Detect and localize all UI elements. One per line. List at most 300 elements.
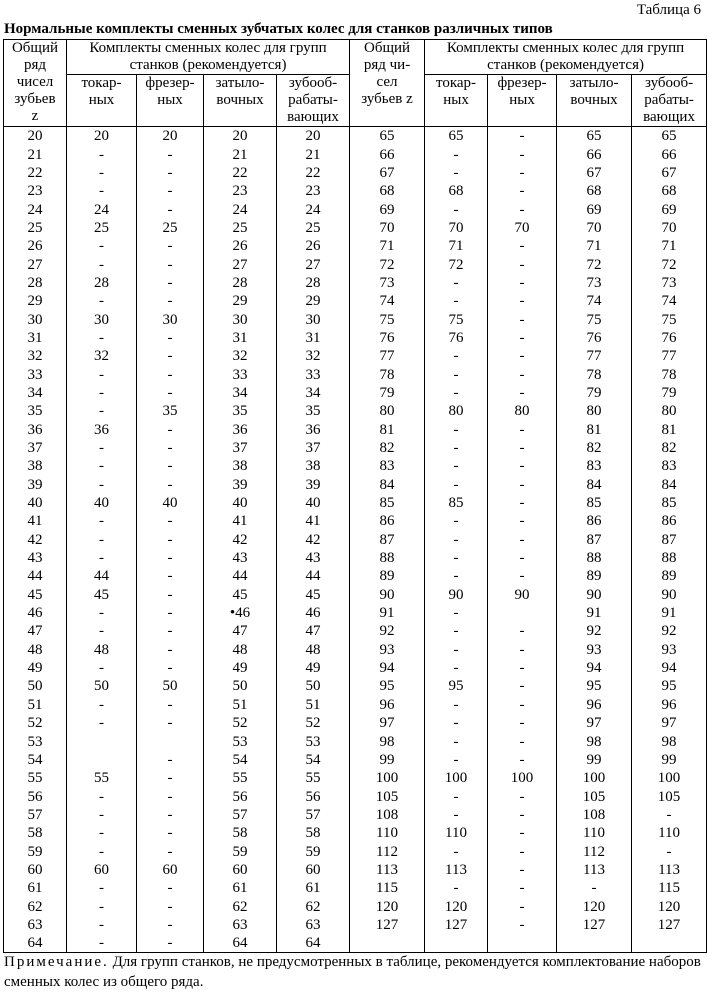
table-row (4, 127, 707, 146)
table-cell: - (137, 531, 204, 549)
table-cell: 70 (425, 219, 488, 237)
table-cell: 113 (350, 861, 425, 879)
table-cell: 90 (425, 586, 488, 604)
table-cell (557, 934, 632, 953)
table-cell: 48 (4, 641, 67, 659)
table-row (4, 494, 707, 512)
table-cell: 43 (204, 549, 277, 567)
table-row (4, 879, 707, 897)
table-cell: 83 (350, 457, 425, 475)
table-cell: 87 (557, 531, 632, 549)
table-cell: 30 (277, 310, 350, 328)
table-cell: - (425, 365, 488, 383)
table-cell: - (137, 476, 204, 494)
table-cell: 64 (277, 934, 350, 953)
table-cell: 74 (632, 292, 707, 310)
table-cell: - (425, 439, 488, 457)
table-cell: - (425, 567, 488, 585)
table-cell: - (488, 916, 557, 934)
table-row (4, 145, 707, 163)
table-cell: 68 (425, 182, 488, 200)
table-cell: 88 (350, 549, 425, 567)
table-cell: - (488, 824, 557, 842)
table-cell: 65 (350, 127, 425, 146)
table-cell: 52 (4, 714, 67, 732)
table-cell: 120 (425, 897, 488, 915)
table-cell: 68 (557, 182, 632, 200)
table-cell: 34 (204, 384, 277, 402)
table-cell: - (67, 934, 137, 953)
table-cell: - (67, 622, 137, 640)
table-cell (488, 934, 557, 953)
table-cell: 78 (557, 365, 632, 383)
table-cell: 94 (350, 659, 425, 677)
table-cell: - (137, 200, 204, 218)
table-cell: 87 (632, 531, 707, 549)
table-cell: - (67, 329, 137, 347)
table-cell: 44 (204, 567, 277, 585)
table-cell: 37 (4, 439, 67, 457)
table-cell: - (137, 714, 204, 732)
table-cell: - (67, 659, 137, 677)
table-cell: - (488, 806, 557, 824)
table-row (4, 934, 707, 953)
table-cell: 86 (632, 512, 707, 530)
table-cell: 85 (557, 494, 632, 512)
table-cell: 99 (632, 751, 707, 769)
table-cell: 81 (557, 421, 632, 439)
table-cell: 89 (632, 567, 707, 585)
table-cell: - (67, 549, 137, 567)
table-cell: - (425, 512, 488, 530)
table-cell: 63 (204, 916, 277, 934)
table-cell: 56 (277, 787, 350, 805)
table-cell: 105 (350, 787, 425, 805)
table-cell: 45 (67, 586, 137, 604)
table-cell: - (425, 806, 488, 824)
note-text: Для групп станков, не предусмотренных в таблице, рекомендуется комплектование наборов сменных колес из общего ряда. (4, 954, 701, 990)
table-cell: - (488, 787, 557, 805)
table-cell: 66 (557, 145, 632, 163)
table-cell: - (488, 879, 557, 897)
table-row (4, 347, 707, 365)
header-relieving: затыло- вочных (204, 75, 277, 127)
table-cell: 110 (557, 824, 632, 842)
table-cell: 56 (4, 787, 67, 805)
table-row (4, 476, 707, 494)
table-cell: - (137, 274, 204, 292)
table-cell: - (67, 531, 137, 549)
table-cell: 79 (350, 384, 425, 402)
table-cell: - (632, 842, 707, 860)
table-cell: 33 (204, 365, 277, 383)
table-cell: 120 (632, 897, 707, 915)
table-cell: - (137, 182, 204, 200)
table-cell: - (137, 567, 204, 585)
table-cell: 35 (204, 402, 277, 420)
table-cell: 25 (67, 219, 137, 237)
table-cell: 36 (4, 421, 67, 439)
table-cell: - (425, 531, 488, 549)
table-cell: 35 (4, 402, 67, 420)
table-row (4, 769, 707, 787)
table-cell: - (488, 164, 557, 182)
table-cell: 76 (350, 329, 425, 347)
table-caption: Нормальные комплекты сменных зубчатых колес для станков различных типов (4, 21, 553, 37)
table-cell: 110 (350, 824, 425, 842)
table-cell: - (425, 751, 488, 769)
table-cell: 60 (67, 861, 137, 879)
table-cell: 127 (632, 916, 707, 934)
table-cell: 20 (277, 127, 350, 146)
table-cell: 72 (425, 255, 488, 273)
table-note (4, 952, 704, 992)
table-cell: - (137, 512, 204, 530)
table-cell: - (137, 292, 204, 310)
table-cell: 27 (277, 255, 350, 273)
table-cell: - (67, 255, 137, 273)
table-cell: 68 (350, 182, 425, 200)
table-cell: 108 (350, 806, 425, 824)
table-cell: - (488, 842, 557, 860)
table-cell: - (488, 365, 557, 383)
table-cell: - (488, 696, 557, 714)
table-cell: - (488, 897, 557, 915)
table-cell: 53 (204, 732, 277, 750)
table-cell: - (137, 696, 204, 714)
table-cell: 67 (632, 164, 707, 182)
table-cell: 26 (204, 237, 277, 255)
table-cell: 110 (425, 824, 488, 842)
table-cell: 39 (4, 476, 67, 494)
table-cell: 54 (277, 751, 350, 769)
table-cell: 80 (488, 402, 557, 420)
table-cell: 26 (4, 237, 67, 255)
table-cell: 42 (204, 531, 277, 549)
table-cell: 46 (4, 604, 67, 622)
table-cell: 71 (557, 237, 632, 255)
table-cell: 69 (350, 200, 425, 218)
table-cell: 96 (632, 696, 707, 714)
table-cell: - (137, 787, 204, 805)
table-cell: - (137, 421, 204, 439)
table-cell: - (137, 604, 204, 622)
table-cell: 72 (350, 255, 425, 273)
table-cell: 20 (137, 127, 204, 146)
table-cell: - (137, 145, 204, 163)
table-cell: 47 (277, 622, 350, 640)
table-row (4, 365, 707, 383)
table-cell: 80 (557, 402, 632, 420)
table-cell: 71 (425, 237, 488, 255)
table-cell: - (137, 879, 204, 897)
table-cell: 44 (67, 567, 137, 585)
table-cell: 23 (4, 182, 67, 200)
table-cell: - (425, 604, 488, 622)
table-cell: 20 (204, 127, 277, 146)
table-row (4, 696, 707, 714)
header-gear-cutting: зубооб- рабаты- вающих (277, 75, 350, 127)
table-number: Таблица 6 (636, 2, 701, 18)
table-cell: 76 (425, 329, 488, 347)
table-cell: - (67, 897, 137, 915)
table-cell: 68 (632, 182, 707, 200)
header-common-row: Общий ряд чисел зубьев z (4, 40, 67, 127)
table-cell: 85 (350, 494, 425, 512)
table-cell: - (67, 384, 137, 402)
table-cell: 38 (204, 457, 277, 475)
table-cell: - (137, 934, 204, 953)
table-cell: 80 (632, 402, 707, 420)
header-gear-cutting-right: зубооб- рабаты- вающих (632, 75, 707, 127)
table-cell: - (425, 421, 488, 439)
table-cell: - (425, 659, 488, 677)
table-row (4, 164, 707, 182)
table-cell: - (67, 696, 137, 714)
table-cell: •46 (204, 604, 277, 622)
table-cell: 54 (204, 751, 277, 769)
table-cell: 40 (137, 494, 204, 512)
table-cell: 71 (350, 237, 425, 255)
table-row (4, 219, 707, 237)
table-cell: - (425, 714, 488, 732)
table-cell: 55 (204, 769, 277, 787)
table-cell: - (488, 310, 557, 328)
table-cell: - (67, 457, 137, 475)
table-cell: - (425, 732, 488, 750)
table-cell: - (488, 476, 557, 494)
table-cell: 39 (277, 476, 350, 494)
table-cell: - (488, 494, 557, 512)
table-cell: - (488, 659, 557, 677)
table-cell: 127 (350, 916, 425, 934)
table-row (4, 421, 707, 439)
table-cell: 69 (632, 200, 707, 218)
table-cell: 50 (67, 677, 137, 695)
table-cell: 49 (277, 659, 350, 677)
table-cell: 47 (4, 622, 67, 640)
table-cell: - (488, 292, 557, 310)
table-cell: - (137, 842, 204, 860)
table-cell: - (425, 457, 488, 475)
table-cell: 25 (204, 219, 277, 237)
header-turning-right: токар- ных (425, 75, 488, 127)
table-cell: 77 (632, 347, 707, 365)
table-cell (350, 934, 425, 953)
table-cell: 44 (4, 567, 67, 585)
table-cell: 95 (425, 677, 488, 695)
table-cell: 93 (632, 641, 707, 659)
table-cell: - (67, 806, 137, 824)
table-cell: - (425, 641, 488, 659)
table-row (4, 329, 707, 347)
table-cell: - (137, 586, 204, 604)
table-cell: 115 (632, 879, 707, 897)
table-cell: - (67, 402, 137, 420)
table-row (4, 274, 707, 292)
table-cell: - (425, 549, 488, 567)
table-cell: 20 (67, 127, 137, 146)
table-cell: - (67, 714, 137, 732)
table-cell: 108 (557, 806, 632, 824)
table-cell: 34 (4, 384, 67, 402)
table-cell: 82 (632, 439, 707, 457)
table-cell: - (67, 145, 137, 163)
table-cell: 76 (632, 329, 707, 347)
table-cell: - (67, 237, 137, 255)
table-row (4, 751, 707, 769)
table-cell: 70 (488, 219, 557, 237)
table-cell: - (137, 347, 204, 365)
table-cell: 34 (277, 384, 350, 402)
table-cell: - (67, 476, 137, 494)
table-cell: 69 (557, 200, 632, 218)
table-cell (632, 934, 707, 953)
table-cell: - (137, 897, 204, 915)
table-row (4, 714, 707, 732)
table-cell: 33 (277, 365, 350, 383)
table-cell: 31 (277, 329, 350, 347)
table-cell: 113 (557, 861, 632, 879)
table-cell: 75 (557, 310, 632, 328)
table-row (4, 622, 707, 640)
table-row (4, 182, 707, 200)
table-cell: 43 (277, 549, 350, 567)
table-cell: 98 (632, 732, 707, 750)
table-cell: - (137, 255, 204, 273)
table-cell: 65 (632, 127, 707, 146)
header-milling: фрезер- ных (137, 75, 204, 127)
table-cell: 39 (204, 476, 277, 494)
table-cell: 54 (4, 751, 67, 769)
table-cell: - (488, 421, 557, 439)
table-cell: 62 (204, 897, 277, 915)
table-cell: 90 (488, 586, 557, 604)
table-cell: 97 (557, 714, 632, 732)
table-cell: - (488, 751, 557, 769)
table-row (4, 842, 707, 860)
table-row (4, 604, 707, 622)
table-cell: 77 (557, 347, 632, 365)
table-cell: 36 (204, 421, 277, 439)
table-row (4, 897, 707, 915)
table-cell: - (488, 531, 557, 549)
table-cell: - (137, 806, 204, 824)
table-cell: - (137, 916, 204, 934)
table-cell: 48 (67, 641, 137, 659)
table-cell: 58 (4, 824, 67, 842)
table-cell: 72 (632, 255, 707, 273)
table-cell: - (488, 274, 557, 292)
table-cell: 58 (277, 824, 350, 842)
table-cell: 59 (4, 842, 67, 860)
table-cell: - (488, 512, 557, 530)
table-cell: - (557, 879, 632, 897)
table-cell: 33 (4, 365, 67, 383)
table-cell: - (67, 164, 137, 182)
table-cell: 70 (632, 219, 707, 237)
table-cell: 87 (350, 531, 425, 549)
table-cell: 36 (67, 421, 137, 439)
table-cell: 63 (277, 916, 350, 934)
table-row (4, 512, 707, 530)
table-cell: 95 (632, 677, 707, 695)
table-cell: 26 (277, 237, 350, 255)
table-cell: 105 (557, 787, 632, 805)
table-cell: 95 (350, 677, 425, 695)
table-cell: 75 (425, 310, 488, 328)
table-row (4, 549, 707, 567)
table-cell: 53 (4, 732, 67, 750)
table-cell: 23 (204, 182, 277, 200)
table-cell: 100 (557, 769, 632, 787)
table-row (4, 659, 707, 677)
table-row (4, 586, 707, 604)
table-cell: - (137, 457, 204, 475)
table-row (4, 255, 707, 273)
table-row (4, 439, 707, 457)
table-cell: 22 (277, 164, 350, 182)
table-cell: 41 (277, 512, 350, 530)
table-cell: - (137, 439, 204, 457)
table-cell: 52 (204, 714, 277, 732)
table-cell: 127 (425, 916, 488, 934)
table-cell: 76 (557, 329, 632, 347)
table-cell: 92 (350, 622, 425, 640)
table-cell: 38 (4, 457, 67, 475)
table-row (4, 916, 707, 934)
table-cell: 40 (67, 494, 137, 512)
table-cell: 28 (204, 274, 277, 292)
table-cell: 35 (277, 402, 350, 420)
table-row (4, 402, 707, 420)
table-cell: 97 (350, 714, 425, 732)
table-cell: 57 (204, 806, 277, 824)
table-cell: 44 (277, 567, 350, 585)
table-cell: 51 (204, 696, 277, 714)
table-row (4, 861, 707, 879)
table-cell: - (425, 347, 488, 365)
table-cell: - (488, 127, 557, 146)
table-cell: 120 (557, 897, 632, 915)
table-cell: 37 (277, 439, 350, 457)
table-cell: 55 (277, 769, 350, 787)
table-cell: 74 (557, 292, 632, 310)
table-cell: 25 (137, 219, 204, 237)
table-cell: - (67, 604, 137, 622)
gear-sets-table (3, 39, 707, 953)
table-cell: - (67, 439, 137, 457)
table-cell: 60 (137, 861, 204, 879)
table-cell: 57 (277, 806, 350, 824)
table-cell: 30 (4, 310, 67, 328)
table-cell: - (488, 714, 557, 732)
table-cell: - (67, 842, 137, 860)
table-cell: 59 (277, 842, 350, 860)
table-cell: 89 (350, 567, 425, 585)
header-group-title-right: Комплекты сменных колес для групп станков (рекомендуется) (425, 40, 707, 75)
table-cell: - (488, 622, 557, 640)
table-cell: - (137, 384, 204, 402)
header-milling-right: фрезер- ных (488, 75, 557, 127)
table-cell: 48 (277, 641, 350, 659)
table-cell: - (137, 164, 204, 182)
table-cell: 45 (4, 586, 67, 604)
table-cell: 25 (4, 219, 67, 237)
table-cell: 49 (204, 659, 277, 677)
table-cell: 61 (4, 879, 67, 897)
table-cell: 78 (632, 365, 707, 383)
